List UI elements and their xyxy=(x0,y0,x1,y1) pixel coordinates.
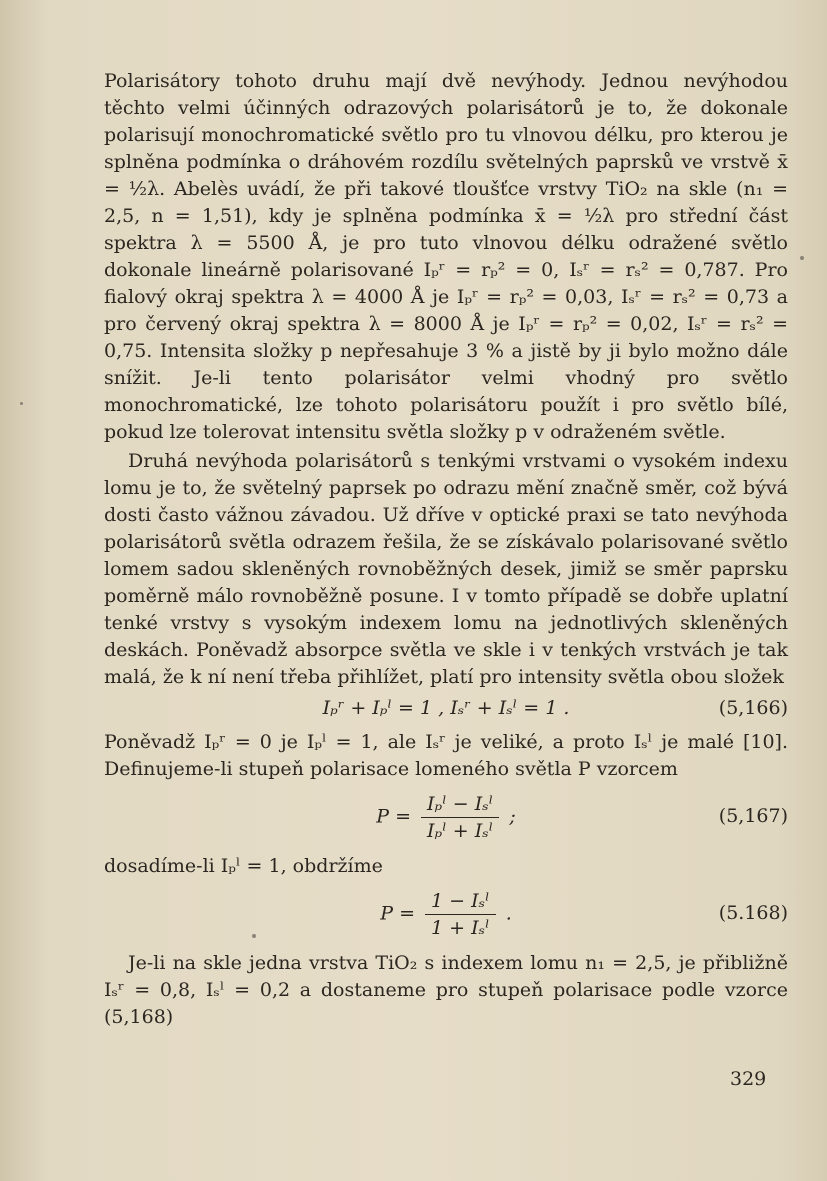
fraction-numerator: 1 − Iₛˡ xyxy=(425,888,496,915)
equation-formula xyxy=(104,888,788,941)
paragraph-2: Druhá nevýhoda polarisátorů s tenkými vrstvami o vysokém indexu lomu je to, že světelný paprsek po odrazu mění značně směr, což bývá dosti často vážnou závadou. Už dříve v optické praxi se tato nevýhoda polarisátorů světla odrazem řešila, že se získávalo polarisované světlo lomem sadou skleněných rovnoběžných desek, jimiž se směr paprsku poměrně málo rovnoběžně posune. I v tomto případě se dobře uplatní tenké vrstvy s vysokým indexem lomu na jednotlivých skleněných deskách. Poněvadž absorpce světla ve skle i v tenkých vrstvách je tak malá, že k ní není třeba přihlížet, platí pro intensity světla obou složek xyxy=(104,450,788,688)
page-number: 329 xyxy=(730,1068,767,1090)
paper-speck xyxy=(800,256,804,260)
equation-lhs: P = xyxy=(376,805,411,828)
paragraph-1: Polarisátory tohoto druhu mají dvě nevýhody. Jednou nevýhodou těchto velmi účinných odrazových polarisátorů je to, že dokonale polarisují monochromatické světlo pro tu vlnovou délku, pro kterou je splněna podmínka o dráhovém rozdílu světelných paprsků ve vrstvě x̄ = ½λ. Abelès uvádí, že při takové tloušťce vrstvy TiO₂ na skle (n₁ = 2,5, n = 1,51), kdy je splněna podmínka x̄ = ½λ pro střední část spektra λ = 5500 Å, je pro tuto vlnovou délku odražené světlo dokonale lineárně polarisované Iₚʳ = rₚ² = 0, Iₛʳ = rₛ² = 0,787. Pro fialový okraj spektra λ = 4000 Å je Iₚʳ = rₚ² = 0,03, Iₛʳ = rₛ² = 0,73 a pro červený okraj spektra λ = 8000 Å je Iₚʳ = rₚ² = 0,02, Iₛʳ = rₛ² = 0,75. Intensita složky p nepřesahuje 3 % a jistě by ji bylo možno dále snížit. Je-li tento polarisátor velmi vhodný pro světlo monochromatické, lze tohoto polarisátoru použít i pro světlo bílé, pokud lze tolerovat intensitu světla složky p v odraženém světle. xyxy=(104,70,788,443)
paragraph-5: Je-li na skle jedna vrstva TiO₂ s indexem lomu n₁ = 2,5, je přibližně Iₛʳ = 0,8, Iₛˡ = 0,2 a dostaneme pro stupeň polarisace podle vzorce (5,168) xyxy=(104,952,788,1028)
equation-formula: Iₚʳ + Iₚˡ = 1 , Iₛʳ + Iₛˡ = 1 . xyxy=(322,697,570,719)
equation-number: (5,166) xyxy=(718,697,788,719)
fraction-denominator: Iₚˡ + Iₛˡ xyxy=(427,820,494,842)
fraction xyxy=(421,791,499,844)
paper-speck xyxy=(252,934,256,938)
equation-tail: ; xyxy=(509,805,516,828)
equation-tail: . xyxy=(505,902,512,925)
equation-5-168 xyxy=(104,884,788,946)
equation-5-166 xyxy=(104,695,788,725)
fraction-denominator: 1 + Iₛˡ xyxy=(431,917,490,939)
fraction xyxy=(425,888,496,941)
paper-speck xyxy=(20,402,23,405)
equation-5-167 xyxy=(104,787,788,849)
equation-lhs: P = xyxy=(380,902,415,925)
equation-number: (5,167) xyxy=(718,805,788,827)
equation-number: (5.168) xyxy=(718,902,788,924)
paragraph-4: dosadíme-li Iₚˡ = 1, obdržíme xyxy=(104,855,383,877)
paragraph-3: Poněvadž Iₚʳ = 0 je Iₚˡ = 1, ale Iₛʳ je veliké, a proto Iₛˡ je malé [10]. Definujeme-li stupeň polarisace lomeného světla P vzorcem xyxy=(104,731,788,780)
fraction-numerator: Iₚˡ − Iₛˡ xyxy=(421,791,499,818)
equation-formula xyxy=(104,791,788,844)
body-text xyxy=(104,68,788,1031)
